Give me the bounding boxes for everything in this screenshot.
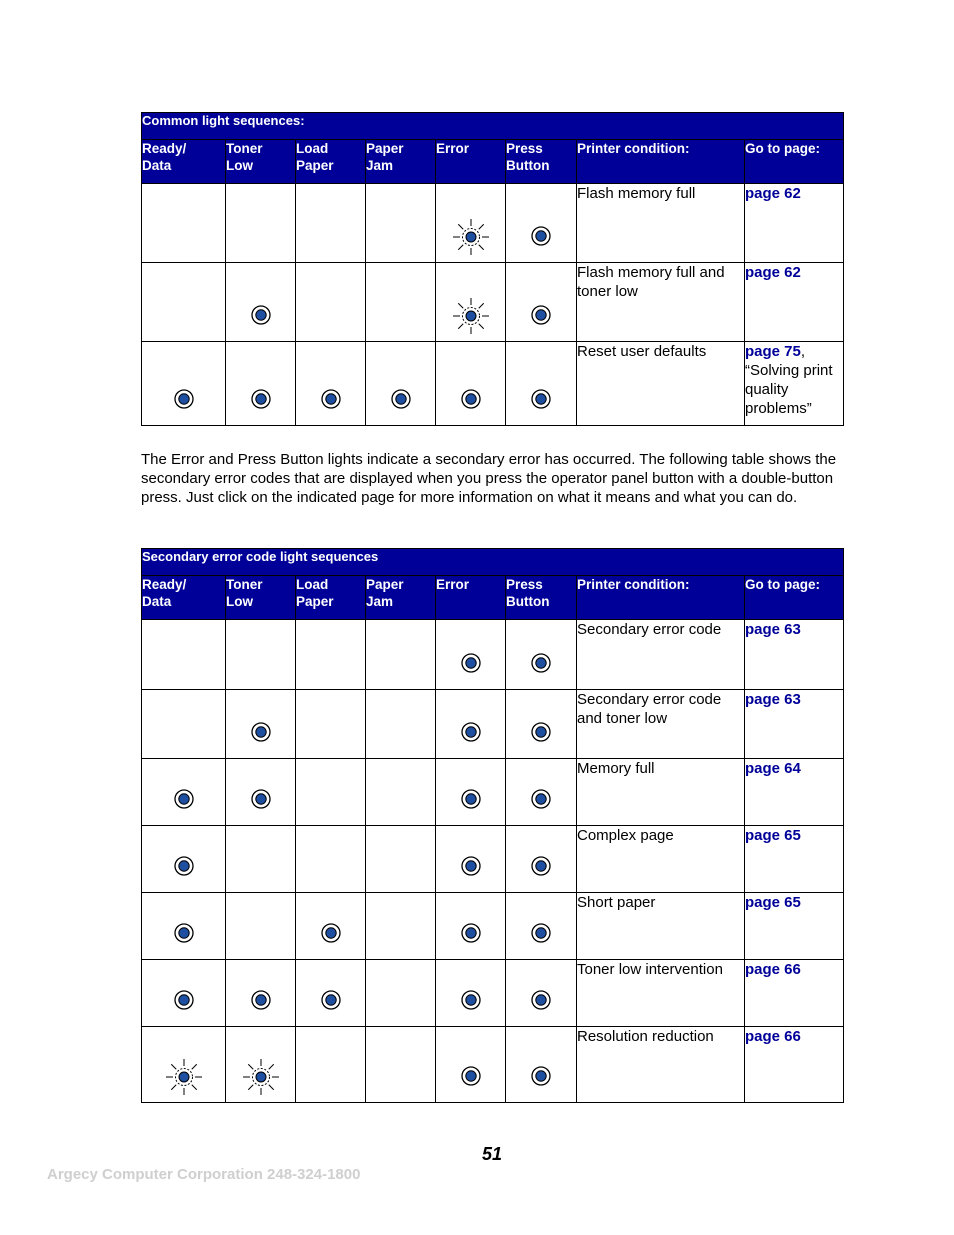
light-on-icon [530, 652, 552, 679]
column-header-label: Go to page: [745, 577, 820, 592]
cell-paper-jam [366, 826, 436, 893]
cell-toner-low [226, 759, 296, 826]
cell-error [436, 826, 506, 893]
cell-ready-data [142, 893, 226, 960]
cell-load-paper [296, 826, 366, 893]
cell-ready-data [142, 826, 226, 893]
printer-condition: Secondary error code and toner low [577, 690, 745, 759]
table-row [142, 960, 844, 1027]
cell-error [436, 893, 506, 960]
column-header-toner-low [226, 576, 296, 620]
cell-load-paper [296, 263, 366, 342]
cell-press-button [506, 184, 577, 263]
light-on-icon [460, 388, 482, 415]
light-blinking-icon [164, 1057, 204, 1102]
column-header-printer-condition [577, 576, 745, 620]
column-header-row [142, 140, 844, 184]
cell-toner-low [226, 960, 296, 1027]
printer-condition: Resolution reduction [577, 1027, 745, 1103]
light-on-icon [173, 855, 195, 882]
light-on-icon [250, 989, 272, 1016]
cell-toner-low [226, 263, 296, 342]
footer-text: Argecy Computer Corporation 248-324-1800 [47, 1166, 361, 1183]
go-to-page-cell [745, 893, 844, 960]
printer-condition: Complex page [577, 826, 745, 893]
column-header-toner-low [226, 140, 296, 184]
cell-paper-jam [366, 263, 436, 342]
cell-press-button [506, 1027, 577, 1103]
column-header-paper-jam [366, 576, 436, 620]
cell-load-paper [296, 893, 366, 960]
cell-toner-low [226, 1027, 296, 1103]
cell-paper-jam [366, 1027, 436, 1103]
cell-press-button [506, 263, 577, 342]
cell-press-button [506, 620, 577, 690]
cell-load-paper [296, 1027, 366, 1103]
table-row [142, 620, 844, 690]
cell-ready-data [142, 1027, 226, 1103]
table-row [142, 1027, 844, 1103]
light-blinking-icon [451, 296, 491, 341]
light-on-icon [320, 989, 342, 1016]
column-header-paper-jam [366, 140, 436, 184]
page-link[interactable]: page 62 [745, 185, 801, 202]
cell-press-button [506, 690, 577, 759]
cell-paper-jam [366, 342, 436, 426]
light-blinking-icon [451, 217, 491, 262]
light-on-icon [173, 989, 195, 1016]
printer-condition: Short paper [577, 893, 745, 960]
column-header-go-to-page [745, 576, 844, 620]
cell-error [436, 342, 506, 426]
go-to-page-cell [745, 826, 844, 893]
cell-ready-data [142, 263, 226, 342]
cell-error [436, 263, 506, 342]
light-on-icon [460, 721, 482, 748]
printer-condition: Reset user defaults [577, 342, 745, 426]
printer-condition: Toner low intervention [577, 960, 745, 1027]
light-on-icon [530, 922, 552, 949]
light-on-icon [320, 922, 342, 949]
cell-ready-data [142, 184, 226, 263]
secondary-error-table [141, 548, 844, 1103]
column-header-label: Error [436, 577, 470, 592]
light-on-icon [530, 855, 552, 882]
page-link[interactable]: page 64 [745, 760, 801, 777]
cell-error [436, 184, 506, 263]
go-to-page-cell [745, 690, 844, 759]
cell-ready-data [142, 960, 226, 1027]
table-row [142, 342, 844, 426]
cell-paper-jam [366, 893, 436, 960]
printer-condition: Memory full [577, 759, 745, 826]
go-to-page-cell [745, 1027, 844, 1103]
cell-press-button [506, 342, 577, 426]
column-header-label: Toner Low [226, 577, 263, 609]
light-on-icon [460, 855, 482, 882]
cell-load-paper [296, 184, 366, 263]
cell-load-paper [296, 620, 366, 690]
light-on-icon [530, 1065, 552, 1092]
light-on-icon [530, 225, 552, 252]
column-header-press-button [506, 576, 577, 620]
table-row [142, 826, 844, 893]
column-header-row [142, 576, 844, 620]
light-on-icon [460, 1065, 482, 1092]
cell-press-button [506, 893, 577, 960]
column-header-ready-data [142, 140, 226, 184]
column-header-press-button [506, 140, 577, 184]
light-on-icon [530, 388, 552, 415]
cell-paper-jam [366, 759, 436, 826]
go-to-page-cell [745, 263, 844, 342]
cell-load-paper [296, 342, 366, 426]
light-on-icon [390, 388, 412, 415]
column-header-label: Press Button [506, 141, 550, 173]
go-to-page-cell [745, 342, 844, 426]
cell-paper-jam [366, 690, 436, 759]
column-header-label: Go to page: [745, 141, 820, 156]
printer-condition: Flash memory full [577, 184, 745, 263]
cell-ready-data [142, 690, 226, 759]
cell-press-button [506, 960, 577, 1027]
column-header-label: Paper Jam [366, 141, 404, 173]
light-on-icon [173, 922, 195, 949]
common-light-sequences-table [141, 112, 844, 426]
light-on-icon [250, 304, 272, 331]
light-on-icon [530, 721, 552, 748]
page-link[interactable]: page 75 [745, 343, 801, 360]
cell-ready-data [142, 342, 226, 426]
cell-load-paper [296, 759, 366, 826]
page-link[interactable]: page 66 [745, 961, 801, 978]
cell-toner-low [226, 893, 296, 960]
light-on-icon [530, 788, 552, 815]
cell-error [436, 960, 506, 1027]
column-header-label: Press Button [506, 577, 550, 609]
column-header-label: Load Paper [296, 577, 334, 609]
table-row [142, 759, 844, 826]
page-link[interactable]: page 65 [745, 894, 801, 911]
table-row [142, 263, 844, 342]
table-title-row [142, 113, 844, 140]
column-header-error [436, 576, 506, 620]
column-header-label: Printer condition: [577, 577, 690, 592]
light-on-icon [250, 721, 272, 748]
table-row [142, 893, 844, 960]
column-header-label: Ready/ Data [142, 141, 187, 173]
cell-error [436, 620, 506, 690]
light-on-icon [173, 788, 195, 815]
column-header-label: Error [436, 141, 470, 156]
light-on-icon [173, 388, 195, 415]
light-on-icon [460, 922, 482, 949]
column-header-label: Paper Jam [366, 577, 404, 609]
go-to-page-cell [745, 620, 844, 690]
cell-ready-data [142, 620, 226, 690]
column-header-load-paper [296, 140, 366, 184]
go-to-page-extra: , “Solving print quality problems” [745, 343, 833, 417]
table-title: Secondary error code light sequences [142, 549, 844, 576]
cell-toner-low [226, 690, 296, 759]
light-on-icon [460, 989, 482, 1016]
light-on-icon [530, 304, 552, 331]
light-on-icon [460, 788, 482, 815]
table-row [142, 184, 844, 263]
cell-press-button [506, 826, 577, 893]
column-header-label: Ready/ Data [142, 577, 187, 609]
printer-condition: Secondary error code [577, 620, 745, 690]
table-row [142, 690, 844, 759]
cell-toner-low [226, 826, 296, 893]
page-link[interactable]: page 62 [745, 264, 801, 281]
cell-toner-low [226, 184, 296, 263]
page-link[interactable]: page 65 [745, 827, 801, 844]
page-number: 51 [482, 1144, 503, 1164]
column-header-label: Load Paper [296, 141, 334, 173]
light-on-icon [250, 388, 272, 415]
cell-press-button [506, 759, 577, 826]
printer-condition: Flash memory full and toner low [577, 263, 745, 342]
table-title-row [142, 549, 844, 576]
table-title: Common light sequences: [142, 113, 844, 140]
cell-load-paper [296, 690, 366, 759]
page-link[interactable]: page 63 [745, 621, 801, 638]
column-header-ready-data [142, 576, 226, 620]
page-link[interactable]: page 63 [745, 691, 801, 708]
go-to-page-cell [745, 184, 844, 263]
column-header-go-to-page [745, 140, 844, 184]
cell-toner-low [226, 620, 296, 690]
go-to-page-cell [745, 759, 844, 826]
page-link[interactable]: page 66 [745, 1028, 801, 1045]
light-on-icon [250, 788, 272, 815]
column-header-label: Printer condition: [577, 141, 690, 156]
cell-error [436, 759, 506, 826]
light-on-icon [460, 652, 482, 679]
light-blinking-icon [241, 1057, 281, 1102]
column-header-error [436, 140, 506, 184]
column-header-load-paper [296, 576, 366, 620]
go-to-page-cell [745, 960, 844, 1027]
cell-error [436, 690, 506, 759]
cell-paper-jam [366, 960, 436, 1027]
cell-error [436, 1027, 506, 1103]
cell-paper-jam [366, 184, 436, 263]
light-on-icon [530, 989, 552, 1016]
light-on-icon [320, 388, 342, 415]
column-header-printer-condition [577, 140, 745, 184]
cell-toner-low [226, 342, 296, 426]
cell-paper-jam [366, 620, 436, 690]
secondary-error-paragraph: The Error and Press Button lights indicate a secondary error has occurred. The following table shows the secondary error codes that are displayed when you press the operator panel button with a double-button press. Just click on the indicated page for more information on what it means and what you can do. [141, 451, 837, 506]
cell-load-paper [296, 960, 366, 1027]
cell-ready-data [142, 759, 226, 826]
column-header-label: Toner Low [226, 141, 263, 173]
